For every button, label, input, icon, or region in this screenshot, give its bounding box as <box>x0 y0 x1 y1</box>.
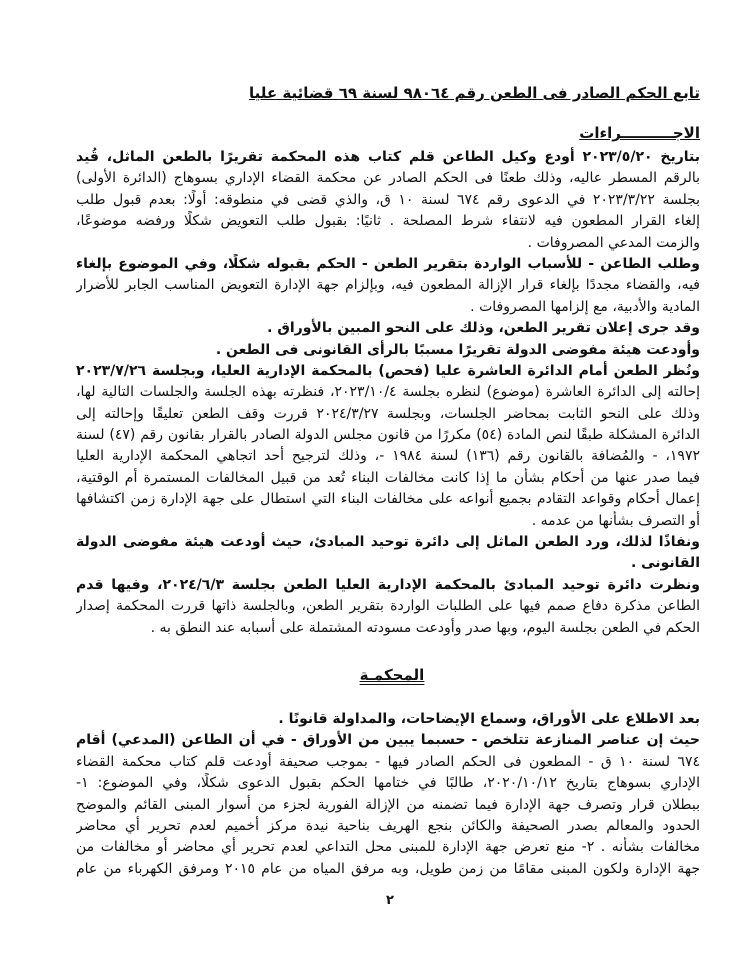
paragraph <box>76 254 700 318</box>
text-line: ونُظر الطعن أمام الدائرة العاشرة عليا (فحص) بالمحكمة الإدارية العليا، وبجلسة ٢٠٢٣/٧/٢٦ <box>76 362 700 379</box>
paragraph <box>76 147 700 254</box>
procedures-section <box>76 147 700 639</box>
text-line: وقد جرى إعلان تقرير الطعن، وذلك على النحو المبين بالأوراق . <box>267 320 700 337</box>
text-line: إلغاء القرار المطعون فيه لانتفاء شرط المصلحة . ثانيًا: بقبول طلب التعويض شكلًا ورفضه موضوعًا، <box>76 213 700 230</box>
text-line: الدائرة المشكلة طبقًا لنص المادة (٥٤) مكررًا من قانون مجلس الدولة الصادر بالقرار بقانون رقم (٤٧) لسنة <box>76 427 700 444</box>
text-line: حيث إن عناصر المنازعة تتلخص - حسبما يبين من الأوراق - في أن الطاعن (المدعي) أقام <box>76 732 700 749</box>
paragraph <box>76 361 700 532</box>
text-line: الحكم في الطعن بجلسة اليوم، وبها صدر وأودعت مسودته المشتملة على أسبابه عند النطق به . <box>150 619 700 636</box>
procedures-heading: الاجــــــــــراءات <box>579 124 700 142</box>
text-line: الطاعن مذكرة دفاع صمم فيها على الطلبات الواردة بتقرير الطعن، وبالجلسة ذاتها قررت المحكمة إصدار <box>76 598 700 615</box>
text-line: إحالته إلى الدائرة العاشرة (موضوع) لنظره بجلسة ٢٠٢٣/١٠/٤، فنظرته بهذه الجلسة والجلسات التالية لها، <box>76 384 700 401</box>
text-line: القانونى . <box>630 555 700 572</box>
text-line: والزمت المدعي المصروفات . <box>527 234 700 251</box>
court-heading: المحكمـة <box>359 666 425 684</box>
text-line: بالرقم المسطر عاليه، وذلك طعنًا فى الحكم الصادر عن محكمة القضاء الإداري بسوهاج (الدائرة الأولى) <box>76 170 700 187</box>
text-line: وذلك على النحو الثابت بمحاضر الجلسات، وبجلسة ٢٠٢٤/٣/٢٧ قررت وقف الطعن تعليقًا وإحالته إلى <box>76 405 700 422</box>
document-title: تابع الحكم الصادر فى الطعن رقم ٩٨٠٦٤ لسنة ٦٩ قضائية عليا <box>249 84 700 102</box>
text-line: المادية والأدبية، مع إلزامها المصروفات . <box>470 298 700 315</box>
text-line: وطلب الطاعن - للأسباب الواردة بتقرير الطعن - الحكم بقبوله شكلًا، وفي الموضوع بإلغاء <box>76 255 700 272</box>
text-line: بعد الاطلاع على الأوراق، وسماع الإيضاحات، والمداولة قانونًا . <box>278 711 700 727</box>
text-line: وأودعت هيئة مفوضى الدولة تقريرًا مسببًا بالرأى القانونى فى الطعن . <box>215 341 700 358</box>
text-line: مخالفات بشأنه . ٢- منع تعرض جهة الإدارة للمبنى محل التداعي لعدم تحرير أي محاضر أو مخالفات من <box>76 839 700 856</box>
text-line: ببطلان قرار وتصرف جهة الإدارة فيما تضمنه من الإزالة الفورية لجزء من أسوار المبنى القائم والموضح <box>76 796 700 813</box>
paragraph <box>76 575 700 639</box>
text-line: فيه، والقضاء مجددًا بإلغاء قرار الإزالة المطعون فيه، وبإلزام جهة الإدارة التعويض المناسب الجابر للأضرار <box>76 277 700 294</box>
paragraph <box>76 532 700 575</box>
text-line: ونفاذًا لذلك، ورد الطعن الماثل إلى دائرة توحيد المبادئ، حيث أودعت هيئة مفوضى الدولة <box>76 534 700 551</box>
text-line: ١٩٧٢، - والمُضافة بالقانون رقم (١٣٦) لسنة ١٩٨٤ -، وذلك لترجيح أحد اتجاهي المحكمة الإدارية العليا <box>76 448 700 465</box>
text-line: الإداري بسوهاج بتاريخ ٢٠٢٠/١٠/١٢، طالبًا في ختامها الحكم بقبول الدعوى شكلًا، وفي الموضوع: ١- <box>76 775 700 792</box>
page-number: ٢ <box>386 893 394 908</box>
paragraph <box>76 730 700 880</box>
paragraph <box>76 709 700 730</box>
text-line: ٦٧٤ لسنة ١٠ ق - المطعون فى الحكم الصادر فيها - بموجب صحيفة أودعت قلم كتاب محكمة القضاء <box>76 753 700 770</box>
paragraph <box>76 318 700 339</box>
text-line: جهة الإدارة ولكون المبنى مقامًا من زمن طويل، وبه مرفق المياه من عام ٢٠١٥ ومرفق الكهرباء من عام <box>76 860 700 877</box>
text-line: فيما صدر عنها من أحكام بشأن ما إذا كانت مخالفات البناء تُعد من قبيل المخالفات المستمرة أم الوقتية، <box>76 469 700 486</box>
text-line: ونظرت دائرة توحيد المبادئ بالمحكمة الإدارية العليا الطعن بجلسة ٢٠٢٤/٦/٣، وفيها قدم <box>76 576 700 593</box>
text-line: أو التصرف بشأنها من عدمه . <box>531 512 700 529</box>
text-line: إعمال أحكام وقواعد التقادم بجميع أنواعه على مخالفات البناء التي استطال على جهة الإدارة زمن اكتشافها <box>76 491 700 508</box>
text-line: الحدود والمعالم بصدر الصحيفة والكائن بنجع الهريف بناحية نيدة مركز أخميم لعدم تحرير أي محاضر <box>76 817 700 834</box>
paragraph <box>76 340 700 361</box>
court-section <box>76 709 700 880</box>
text-line: بجلسة ٢٠٢٣/٣/٢٢ في الدعوى رقم ٦٧٤ لسنة ١٠ ق، والذي قضى في منطوقه: أولًا: بعدم قبول طلب <box>76 191 700 208</box>
text-line: بتاريخ ٢٠٢٣/٥/٢٠ أودع وكيل الطاعن قلم كتاب هذه المحكمة تقريرًا بالطعن الماثل، قُيد <box>76 149 700 165</box>
